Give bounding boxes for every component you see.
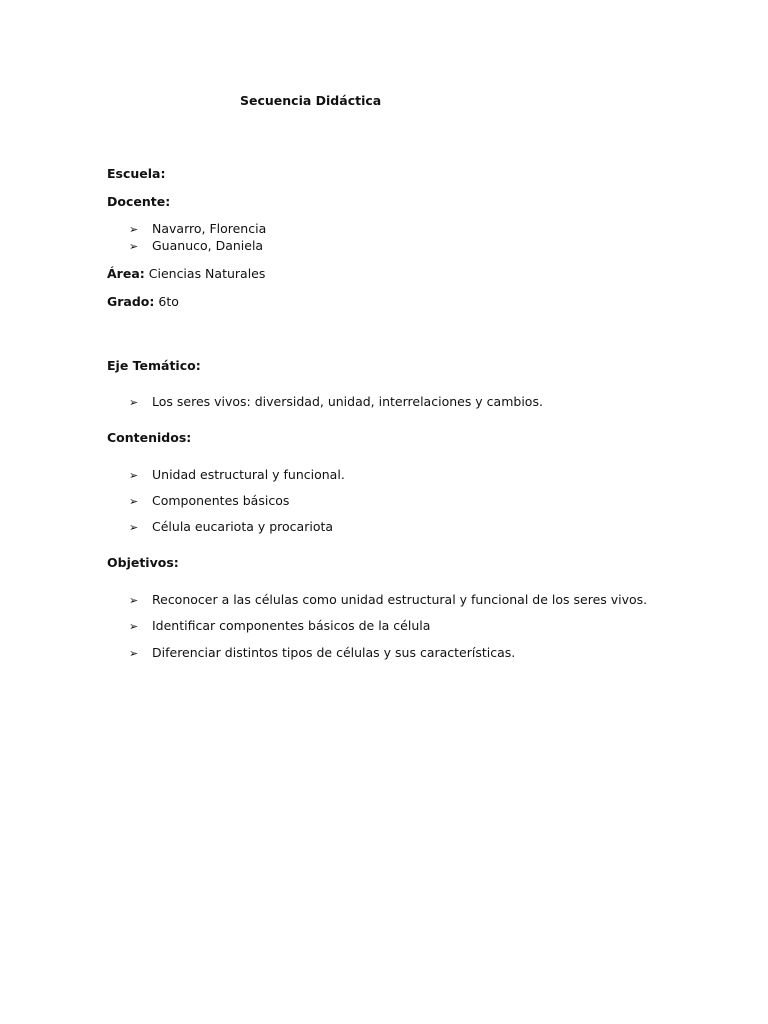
eje-line bbox=[107, 358, 201, 373]
objetivos-item-text: Identificar componentes básicos de la célula bbox=[152, 618, 431, 633]
document-title: Secuencia Didáctica bbox=[240, 93, 382, 108]
arrow-bullet-icon: ➢ bbox=[129, 396, 139, 409]
objetivos-item-text: Reconocer a las células como unidad estructural y funcional de los seres vivos. bbox=[152, 592, 648, 607]
objetivos-item bbox=[129, 592, 647, 607]
contenidos-item-text: Componentes básicos bbox=[152, 493, 290, 508]
objetivos-item bbox=[129, 645, 515, 660]
contenidos-line bbox=[107, 430, 191, 445]
docente-item bbox=[129, 238, 263, 253]
arrow-bullet-icon: ➢ bbox=[129, 469, 139, 482]
objetivos-line bbox=[107, 555, 179, 570]
objetivos-label: Objetivos: bbox=[107, 555, 179, 570]
arrow-bullet-icon: ➢ bbox=[129, 223, 139, 236]
eje-label: Eje Temático: bbox=[107, 358, 201, 373]
area-value: Ciencias Naturales bbox=[148, 266, 266, 281]
escuela-line bbox=[107, 166, 165, 181]
docente-line bbox=[107, 194, 170, 209]
docente-item-text: Guanuco, Daniela bbox=[152, 238, 264, 253]
contenidos-item-text: Célula eucariota y procariota bbox=[152, 519, 334, 534]
contenidos-item bbox=[129, 467, 345, 482]
eje-item-text: Los seres vivos: diversidad, unidad, interrelaciones y cambios. bbox=[152, 394, 543, 409]
grado-line bbox=[107, 294, 179, 309]
arrow-bullet-icon: ➢ bbox=[129, 521, 139, 534]
arrow-bullet-icon: ➢ bbox=[129, 495, 139, 508]
docente-label: Docente: bbox=[107, 194, 171, 209]
objetivos-item-text: Diferenciar distintos tipos de células y sus características. bbox=[152, 645, 516, 660]
grado-label: Grado: bbox=[107, 294, 155, 309]
arrow-bullet-icon: ➢ bbox=[129, 594, 139, 607]
docente-item bbox=[129, 221, 266, 236]
arrow-bullet-icon: ➢ bbox=[129, 647, 139, 660]
contenidos-item-text: Unidad estructural y funcional. bbox=[152, 467, 345, 482]
area-line bbox=[107, 266, 265, 281]
eje-item bbox=[129, 394, 543, 409]
contenidos-item bbox=[129, 519, 333, 534]
arrow-bullet-icon: ➢ bbox=[129, 240, 139, 253]
escuela-label: Escuela: bbox=[107, 166, 166, 181]
docente-item-text: Navarro, Florencia bbox=[152, 221, 267, 236]
contenidos-label: Contenidos: bbox=[107, 430, 192, 445]
area-label: Área: bbox=[107, 266, 145, 281]
objetivos-item bbox=[129, 618, 430, 633]
contenidos-item bbox=[129, 493, 289, 508]
arrow-bullet-icon: ➢ bbox=[129, 620, 139, 633]
grado-value: 6to bbox=[158, 294, 179, 309]
